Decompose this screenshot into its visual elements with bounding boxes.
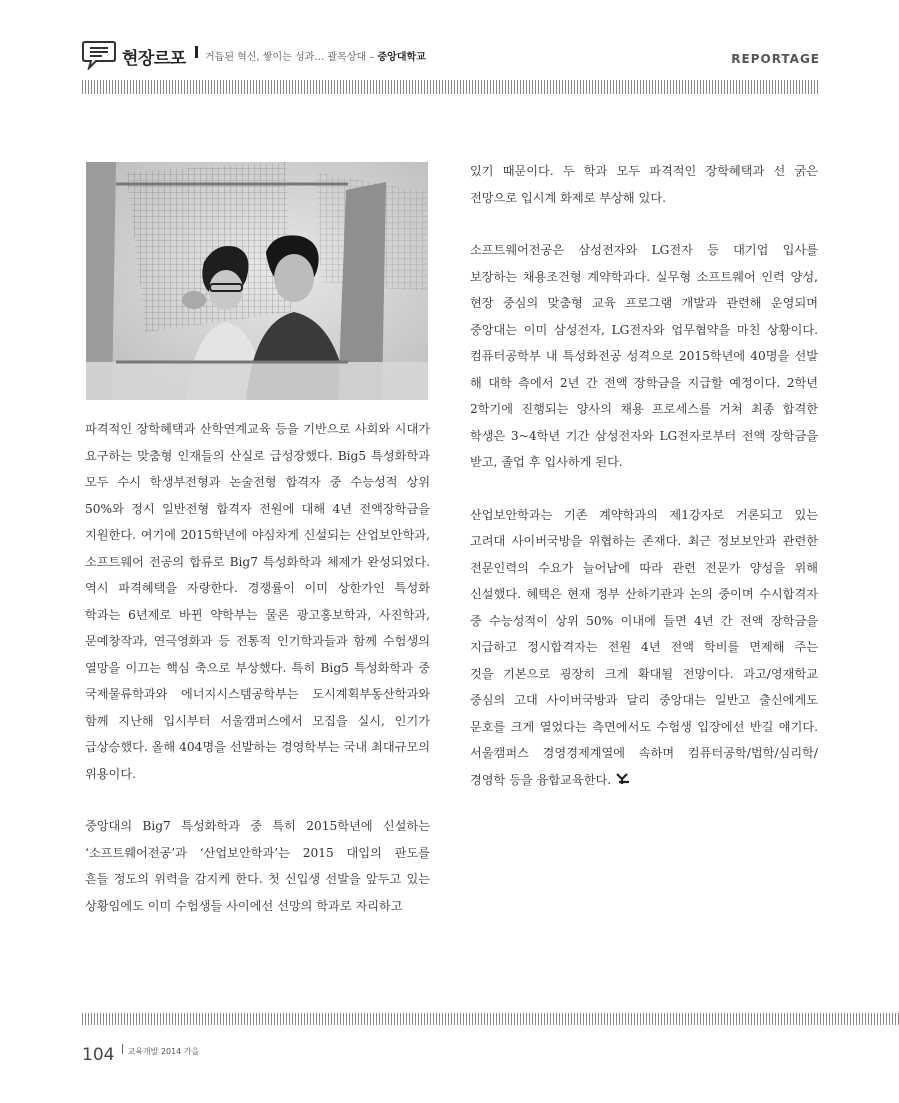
footer-divider — [122, 1044, 123, 1054]
paragraph — [85, 416, 430, 787]
paragraph — [470, 237, 818, 476]
text-line: 해 대학 측에서 2년 간 전액 장학금을 지급할 예정이다. 2학년 — [470, 375, 818, 390]
publication-name: 교육개발 2014 가을 — [127, 1047, 200, 1056]
text-line: 위용이다. — [85, 766, 136, 781]
text-line: 현장 중심의 맞춤형 교육 프로그램 개발과 관련해 운영되며 — [470, 296, 818, 310]
text-line: 소프트웨어전공은 삼성전자와 LG전자 등 대기업 입사를 — [470, 243, 818, 257]
text-line: 50%와 정시 일반전형 합격자 전원에 대해 4년 전액장학금을 — [85, 501, 430, 516]
text-line: 흔들 정도의 위력을 감지케 한다. 첫 신입생 선발을 앞두고 있는 — [85, 872, 430, 886]
text-line: 신설했다. 혜택은 현재 정부 산하기관과 논의 중이며 수시합격자 — [470, 587, 818, 601]
end-mark-icon — [615, 772, 631, 786]
text-line: 문예창작과, 연극영화과 등 전통적 인기학과들과 함께 수험생의 — [85, 634, 430, 648]
footer-hatch-band — [82, 1013, 899, 1025]
text-line: 국제물류학과와 에너지시스템공학부는 도시계획부동산학과와 — [85, 687, 430, 701]
text-line: 있기 때문이다. 두 학과 모두 파격적인 장학혜택과 선 굵은 — [470, 164, 818, 178]
text-line: 모두 수시 학생부전형과 논술전형 합격자 중 수능성적 상위 — [85, 475, 430, 489]
text-line: 소프트웨어 전공의 합류로 Big7 특성화학과 체제가 완성되었다. — [85, 554, 430, 569]
right-column — [470, 158, 818, 793]
text-line: 보장하는 채용조건형 계약학과다. 실무형 소프트웨어 인력 양성, — [470, 269, 818, 284]
text-line: 받고, 졸업 후 입사하게 된다. — [470, 455, 623, 469]
header-hatch-band — [82, 80, 820, 94]
text-line: 파격적인 장학혜택과 산학연계교육 등을 기반으로 사회와 시대가 — [85, 422, 430, 436]
page-header — [82, 36, 820, 76]
reportage-label: REPORTAGE — [731, 52, 820, 66]
paragraph — [470, 158, 818, 211]
text-line: 요구하는 맞춤형 인재들의 산실로 급성장했다. Big5 특성화학과 — [85, 448, 430, 463]
text-line: 학생은 3~4학년 기간 삼성전자와 LG전자로부터 전액 장학금을 — [470, 428, 818, 443]
header-subtitle — [205, 48, 426, 63]
paragraph — [85, 813, 430, 919]
text-line: 서울캠퍼스 경영경제계열에 속하며 컴퓨터공학/법학/심리학/ — [470, 746, 818, 760]
left-column — [85, 416, 430, 919]
text-line: 중앙대의 Big7 특성화학과 중 특히 2015학년에 신설하는 — [85, 819, 430, 833]
text-line: 경영학 등을 융합교육한다. — [470, 767, 818, 794]
school-name: 중앙대학교 — [377, 52, 426, 63]
text-line: 함께 지난해 입시부터 서울캠퍼스에서 모집을 실시, 인기가 — [85, 713, 430, 728]
paragraph — [470, 502, 818, 794]
text-line: 상황임에도 이미 수험생들 사이에선 선망의 학과로 자리하고 — [85, 898, 403, 913]
page-footer — [82, 1044, 199, 1065]
text-line: 전문인력의 수요가 늘어남에 따라 관련 전문가 양성을 위해 — [470, 560, 818, 575]
title-divider — [195, 46, 198, 58]
text-line: ‘소프트웨어전공’과 ‘산업보안학과’는 2015 대입의 판도를 — [85, 845, 430, 860]
text-line: 지원한다. 여기에 2015학년에 야심차게 신설되는 산업보안학과, — [85, 528, 430, 542]
text-line: 지급하고 정시합격자는 전원 4년 전액 학비를 면제해 주는 — [470, 640, 818, 654]
section-title: 현장르포 — [122, 49, 186, 69]
text-line: 열망을 이끄는 핵심 축으로 부상했다. 특히 Big5 특성화학과 중 — [85, 660, 430, 675]
speech-bubble-icon — [82, 40, 116, 70]
students-photo — [86, 162, 428, 400]
text-line: 것을 기본으로 굉장히 크게 확대될 전망이다. 과고/영재학교 — [470, 666, 818, 681]
page-number: 104 — [82, 1045, 115, 1065]
text-line: 중앙대는 이미 삼성전자, LG전자와 업무협약을 마친 상황이다. — [470, 322, 818, 337]
text-line: 역시 파격혜택을 자랑한다. 경쟁률이 이미 상한가인 특성화 — [85, 581, 430, 595]
text-line: 컴퓨터공학부 내 특성화전공 성격으로 2015학년에 40명을 선발 — [470, 349, 818, 363]
text-line: 중심의 고대 사이버국방과 달리 중앙대는 일반고 출신에게도 — [470, 693, 818, 707]
text-line: 산업보안학과는 기존 계약학과의 제1강자로 거론되고 있는 — [470, 507, 818, 522]
subtitle-text: 거듭된 혁신, 쌓이는 성과… 괄목상대 – — [205, 52, 375, 63]
text-line: 급상승했다. 올해 404명을 선발하는 경영학부는 국내 최대규모의 — [85, 740, 430, 754]
text-line: 문호를 크게 열었다는 측면에서도 수험생 입장에선 반길 얘기다. — [470, 719, 818, 734]
text-line: 2학기에 진행되는 양사의 채용 프로세스를 거쳐 최종 합격한 — [470, 402, 818, 416]
text-line: 고려대 사이버국방을 위협하는 존재다. 최근 정보보안과 관련한 — [470, 534, 818, 548]
text-line: 전망으로 입시계 화제로 부상해 있다. — [470, 190, 666, 205]
text-line: 학과는 6년제로 바뀐 약학부는 물론 광고홍보학과, 사진학과, — [85, 607, 430, 622]
text-line: 중 수능성적이 상위 50% 이내에 들면 4년 간 전액 장학금을 — [470, 613, 818, 628]
